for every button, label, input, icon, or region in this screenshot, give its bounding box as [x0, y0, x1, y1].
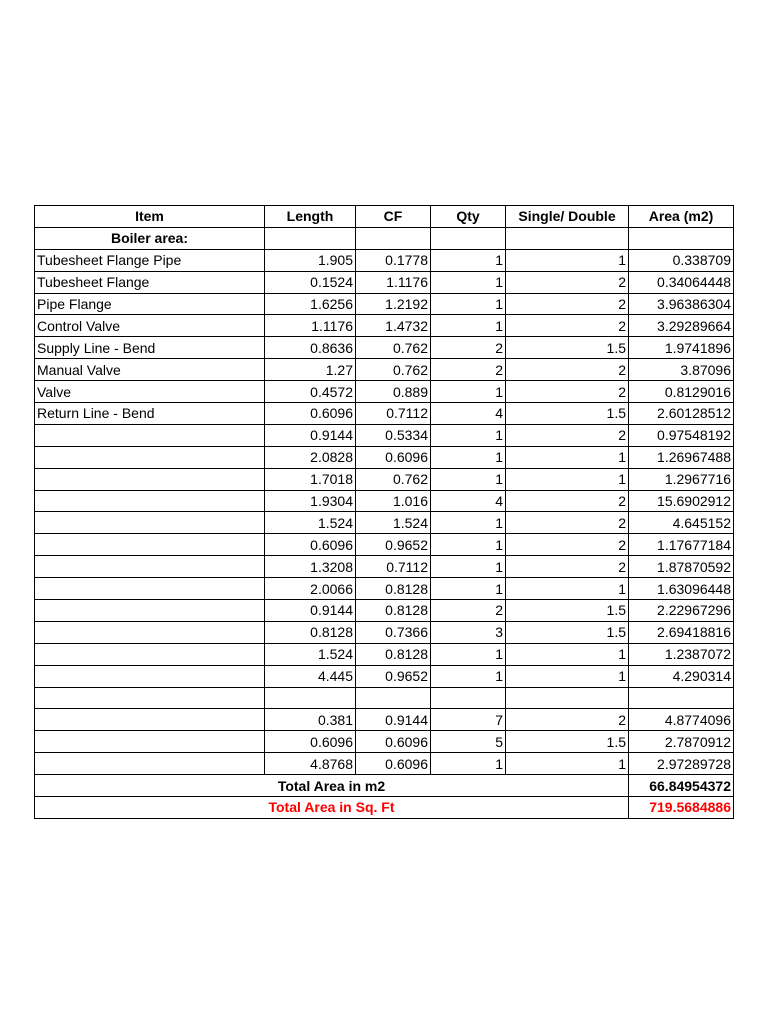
cell-length: 0.6096	[265, 731, 356, 753]
table-row	[35, 687, 734, 709]
cell-area: 4.645152	[629, 512, 734, 534]
cell-qty: 2	[431, 600, 506, 622]
cell-qty: 1	[431, 753, 506, 775]
cell-cf: 0.762	[356, 337, 431, 359]
total-m2-label: Total Area in m2	[35, 775, 629, 797]
cell-area: 3.29289664	[629, 315, 734, 337]
cell-item	[35, 468, 265, 490]
total-sqft-row	[35, 797, 734, 819]
cell-item: Return Line - Bend	[35, 403, 265, 425]
cell-single-double: 1	[506, 665, 629, 687]
cell-area: 2.60128512	[629, 403, 734, 425]
cell-area: 1.2387072	[629, 643, 734, 665]
cell-cf: 0.7366	[356, 621, 431, 643]
cell-single-double: 2	[506, 359, 629, 381]
cell-cf: 1.1176	[356, 271, 431, 293]
cell-area: 3.96386304	[629, 293, 734, 315]
cell-qty: 5	[431, 731, 506, 753]
cell-qty: 1	[431, 249, 506, 271]
cell-area: 15.6902912	[629, 490, 734, 512]
area-calculation-table	[34, 205, 734, 819]
cell-length: 1.7018	[265, 468, 356, 490]
table-row	[35, 534, 734, 556]
cell-qty: 1	[431, 446, 506, 468]
cell-item	[35, 446, 265, 468]
cell-qty: 1	[431, 381, 506, 403]
cell-single-double: 2	[506, 293, 629, 315]
cell-single-double: 1	[506, 249, 629, 271]
cell-item: Tubesheet Flange Pipe	[35, 249, 265, 271]
cell-single-double: 2	[506, 556, 629, 578]
cell-area: 0.338709	[629, 249, 734, 271]
cell-qty: 1	[431, 315, 506, 337]
section-label: Boiler area:	[35, 227, 265, 249]
cell-area: 2.7870912	[629, 731, 734, 753]
cell-qty: 1	[431, 512, 506, 534]
cell-length: 4.8768	[265, 753, 356, 775]
cell-qty: 1	[431, 424, 506, 446]
total-sqft-value: 719.5684886	[629, 797, 734, 819]
cell-cf: 0.6096	[356, 446, 431, 468]
cell-cf: 0.6096	[356, 753, 431, 775]
table-row	[35, 621, 734, 643]
table-row	[35, 359, 734, 381]
cell-area: 1.9741896	[629, 337, 734, 359]
cell-qty: 1	[431, 556, 506, 578]
table-row	[35, 600, 734, 622]
cell-length: 0.6096	[265, 534, 356, 556]
cell-length	[265, 687, 356, 709]
cell-single-double: 2	[506, 512, 629, 534]
cell-item	[35, 600, 265, 622]
cell-qty: 7	[431, 709, 506, 731]
cell-item	[35, 512, 265, 534]
cell-area	[629, 687, 734, 709]
cell-length: 2.0828	[265, 446, 356, 468]
cell-area: 1.87870592	[629, 556, 734, 578]
cell-length: 0.6096	[265, 403, 356, 425]
empty-cell	[506, 227, 629, 249]
section-row	[35, 227, 734, 249]
cell-cf: 0.8128	[356, 643, 431, 665]
cell-single-double: 1	[506, 643, 629, 665]
empty-cell	[356, 227, 431, 249]
cell-item	[35, 709, 265, 731]
cell-qty	[431, 687, 506, 709]
cell-qty: 1	[431, 643, 506, 665]
cell-cf: 0.6096	[356, 731, 431, 753]
cell-qty: 1	[431, 293, 506, 315]
cell-single-double: 2	[506, 271, 629, 293]
empty-cell	[431, 227, 506, 249]
cell-qty: 1	[431, 271, 506, 293]
cell-area: 1.17677184	[629, 534, 734, 556]
header-cf: CF	[356, 206, 431, 228]
cell-cf: 0.7112	[356, 556, 431, 578]
cell-qty: 3	[431, 621, 506, 643]
table-row	[35, 315, 734, 337]
table-row	[35, 643, 734, 665]
cell-item	[35, 578, 265, 600]
cell-qty: 1	[431, 468, 506, 490]
cell-item	[35, 643, 265, 665]
cell-cf	[356, 687, 431, 709]
cell-single-double: 1	[506, 446, 629, 468]
cell-cf: 0.9652	[356, 665, 431, 687]
cell-length: 1.524	[265, 512, 356, 534]
cell-item	[35, 753, 265, 775]
empty-cell	[265, 227, 356, 249]
table-row	[35, 753, 734, 775]
table-row	[35, 271, 734, 293]
cell-cf: 1.4732	[356, 315, 431, 337]
cell-area: 1.26967488	[629, 446, 734, 468]
cell-length: 0.1524	[265, 271, 356, 293]
cell-length: 2.0066	[265, 578, 356, 600]
table-row	[35, 424, 734, 446]
cell-single-double: 1.5	[506, 337, 629, 359]
cell-cf: 0.8128	[356, 600, 431, 622]
empty-cell	[629, 227, 734, 249]
table-row	[35, 446, 734, 468]
table-row	[35, 578, 734, 600]
cell-length: 1.905	[265, 249, 356, 271]
total-m2-row	[35, 775, 734, 797]
cell-length: 0.9144	[265, 424, 356, 446]
cell-single-double: 1.5	[506, 731, 629, 753]
cell-qty: 1	[431, 534, 506, 556]
cell-length: 1.9304	[265, 490, 356, 512]
table-row	[35, 512, 734, 534]
header-area: Area (m2)	[629, 206, 734, 228]
cell-length: 0.381	[265, 709, 356, 731]
table-row	[35, 731, 734, 753]
table-row	[35, 556, 734, 578]
cell-length: 0.9144	[265, 600, 356, 622]
cell-cf: 1.016	[356, 490, 431, 512]
cell-item: Pipe Flange	[35, 293, 265, 315]
cell-single-double: 2	[506, 424, 629, 446]
cell-item	[35, 731, 265, 753]
cell-area: 2.97289728	[629, 753, 734, 775]
cell-area: 3.87096	[629, 359, 734, 381]
cell-area: 1.63096448	[629, 578, 734, 600]
cell-single-double: 2	[506, 381, 629, 403]
cell-item	[35, 424, 265, 446]
table-row	[35, 403, 734, 425]
cell-area: 0.34064448	[629, 271, 734, 293]
cell-area: 4.8774096	[629, 709, 734, 731]
cell-single-double: 1	[506, 753, 629, 775]
cell-cf: 0.1778	[356, 249, 431, 271]
cell-length: 1.3208	[265, 556, 356, 578]
cell-length: 1.524	[265, 643, 356, 665]
cell-cf: 0.762	[356, 359, 431, 381]
cell-qty: 1	[431, 665, 506, 687]
cell-cf: 0.762	[356, 468, 431, 490]
cell-length: 0.8128	[265, 621, 356, 643]
cell-cf: 0.5334	[356, 424, 431, 446]
table-row	[35, 293, 734, 315]
header-length: Length	[265, 206, 356, 228]
cell-item	[35, 665, 265, 687]
cell-cf: 0.8128	[356, 578, 431, 600]
cell-single-double: 2	[506, 490, 629, 512]
cell-cf: 0.889	[356, 381, 431, 403]
header-item: Item	[35, 206, 265, 228]
table-row	[35, 709, 734, 731]
cell-item	[35, 534, 265, 556]
cell-cf: 1.524	[356, 512, 431, 534]
table-row	[35, 468, 734, 490]
cell-qty: 1	[431, 578, 506, 600]
cell-qty: 4	[431, 403, 506, 425]
cell-item	[35, 556, 265, 578]
header-single-double: Single/ Double	[506, 206, 629, 228]
cell-area: 0.97548192	[629, 424, 734, 446]
cell-length: 1.6256	[265, 293, 356, 315]
cell-area: 2.69418816	[629, 621, 734, 643]
cell-item: Supply Line - Bend	[35, 337, 265, 359]
header-qty: Qty	[431, 206, 506, 228]
cell-single-double: 2	[506, 534, 629, 556]
cell-item: Manual Valve	[35, 359, 265, 381]
cell-item	[35, 490, 265, 512]
table-row	[35, 490, 734, 512]
cell-cf: 0.9144	[356, 709, 431, 731]
cell-cf: 0.7112	[356, 403, 431, 425]
cell-single-double	[506, 687, 629, 709]
table-row	[35, 665, 734, 687]
cell-area: 1.2967716	[629, 468, 734, 490]
header-row	[35, 206, 734, 228]
cell-qty: 4	[431, 490, 506, 512]
cell-item	[35, 687, 265, 709]
cell-single-double: 1.5	[506, 600, 629, 622]
cell-single-double: 1.5	[506, 621, 629, 643]
cell-area: 0.8129016	[629, 381, 734, 403]
cell-single-double: 1	[506, 468, 629, 490]
cell-item	[35, 621, 265, 643]
cell-length: 0.4572	[265, 381, 356, 403]
cell-single-double: 1	[506, 578, 629, 600]
cell-single-double: 2	[506, 709, 629, 731]
cell-qty: 2	[431, 337, 506, 359]
table-row	[35, 337, 734, 359]
total-sqft-label: Total Area in Sq. Ft	[35, 797, 629, 819]
total-m2-value: 66.84954372	[629, 775, 734, 797]
cell-qty: 2	[431, 359, 506, 381]
cell-single-double: 2	[506, 315, 629, 337]
cell-cf: 0.9652	[356, 534, 431, 556]
cell-area: 4.290314	[629, 665, 734, 687]
table-row	[35, 381, 734, 403]
cell-item: Control Valve	[35, 315, 265, 337]
table-row	[35, 249, 734, 271]
cell-cf: 1.2192	[356, 293, 431, 315]
cell-length: 1.27	[265, 359, 356, 381]
cell-area: 2.22967296	[629, 600, 734, 622]
cell-item: Valve	[35, 381, 265, 403]
cell-length: 0.8636	[265, 337, 356, 359]
cell-single-double: 1.5	[506, 403, 629, 425]
cell-length: 4.445	[265, 665, 356, 687]
cell-item: Tubesheet Flange	[35, 271, 265, 293]
cell-length: 1.1176	[265, 315, 356, 337]
